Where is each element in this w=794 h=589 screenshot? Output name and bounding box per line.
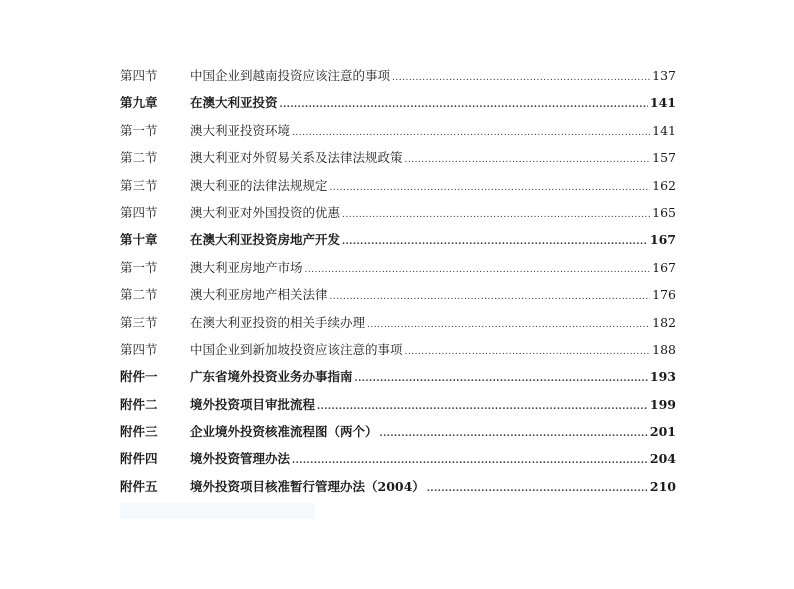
table-of-contents: [120, 66, 676, 504]
toc-leader-dots: [405, 155, 651, 165]
toc-entry-title: 在澳大利亚投资: [190, 95, 278, 111]
toc-row: [120, 148, 676, 175]
toc-leader-dots: [405, 347, 651, 357]
toc-row: [120, 258, 676, 285]
toc-section-label: 第四节: [120, 68, 158, 83]
toc-entry-title: 澳大利亚的法律法规规定: [190, 177, 328, 193]
toc-leader-dots: [292, 128, 650, 138]
toc-leader-dots: [330, 183, 651, 193]
toc-section-label: 第十章: [120, 232, 158, 248]
toc-entry-title: 澳大利亚对外国投资的优惠: [190, 204, 341, 220]
toc-leader-dots: [355, 374, 648, 384]
toc-entry-title: 中国企业到越南投资应该注意的事项: [190, 68, 391, 83]
toc-row: [120, 66, 676, 93]
toc-row: [120, 449, 676, 476]
toc-leader-dots: [317, 402, 648, 412]
toc-entry-title: 在澳大利亚投资房地产开发: [190, 232, 341, 248]
toc-row: [120, 121, 676, 148]
toc-leader-dots: [292, 456, 648, 466]
toc-section-label: 附件五: [120, 478, 158, 494]
faint-highlight-band: [120, 503, 315, 519]
toc-leader-dots: [280, 100, 648, 110]
toc-page-number: 157: [652, 150, 676, 166]
toc-entry-title: 境外投资项目审批流程: [190, 396, 316, 412]
toc-row: [120, 176, 676, 203]
toc-entry-title: 广东省境外投资业务办事指南: [190, 369, 353, 385]
toc-leader-dots: [427, 484, 648, 494]
toc-page-number: 137: [652, 68, 676, 83]
toc-section-label: 第四节: [120, 204, 158, 220]
toc-page-number: 176: [652, 287, 676, 303]
toc-page-number: 182: [652, 314, 676, 330]
toc-entry-title: 澳大利亚对外贸易关系及法律法规政策: [190, 150, 403, 166]
toc-row: [120, 340, 676, 367]
toc-row: [120, 230, 676, 257]
toc-leader-dots: [330, 292, 651, 302]
toc-row: [120, 395, 676, 422]
toc-page-number: 167: [652, 259, 676, 275]
toc-section-label: 第九章: [120, 95, 158, 111]
toc-section-label: 第二节: [120, 150, 158, 166]
toc-entry-title: 澳大利亚房地产市场: [190, 259, 303, 275]
toc-entry-title: 澳大利亚房地产相关法律: [190, 287, 328, 303]
toc-section-label: 附件一: [120, 369, 158, 385]
toc-page-number: 201: [649, 424, 676, 440]
toc-row: [120, 93, 676, 120]
toc-row: [120, 313, 676, 340]
toc-entry-title: 在澳大利亚投资的相关手续办理: [190, 314, 366, 330]
toc-row: [120, 285, 676, 312]
toc-entry-title: 中国企业到新加坡投资应该注意的事项: [190, 341, 403, 357]
toc-page-number: 167: [649, 232, 676, 248]
toc-leader-dots: [392, 73, 650, 83]
toc-section-label: 第一节: [120, 122, 158, 138]
toc-page-number: 193: [649, 369, 676, 385]
toc-entry-title: 境外投资管理办法: [190, 451, 291, 467]
toc-row: [120, 203, 676, 230]
toc-entry-title: 企业境外投资核准流程图（两个）: [190, 424, 378, 440]
toc-row: [120, 422, 676, 449]
toc-section-label: 附件三: [120, 424, 158, 440]
toc-page-number: 141: [652, 122, 676, 138]
toc-section-label: 第二节: [120, 287, 158, 303]
toc-page-number: 204: [649, 451, 676, 467]
toc-leader-dots: [305, 265, 651, 275]
toc-row: [120, 477, 676, 504]
toc-leader-dots: [342, 237, 648, 247]
toc-section-label: 第一节: [120, 259, 158, 275]
toc-section-label: 附件四: [120, 451, 158, 467]
toc-leader-dots: [380, 429, 648, 439]
toc-leader-dots: [342, 210, 650, 220]
toc-page-number: 188: [652, 341, 676, 357]
toc-section-label: 第四节: [120, 341, 158, 357]
toc-leader-dots: [367, 320, 650, 330]
toc-page-number: 210: [649, 478, 676, 494]
toc-entry-title: 境外投资项目核准暂行管理办法（2004）: [190, 478, 425, 494]
toc-section-label: 附件二: [120, 396, 158, 412]
toc-page-number: 141: [649, 95, 676, 111]
toc-page-number: 162: [652, 177, 676, 193]
toc-entry-title: 澳大利亚投资环境: [190, 122, 291, 138]
toc-section-label: 第三节: [120, 314, 158, 330]
toc-page-number: 199: [649, 396, 676, 412]
toc-page-number: 165: [652, 204, 676, 220]
toc-section-label: 第三节: [120, 177, 158, 193]
toc-row: [120, 367, 676, 394]
